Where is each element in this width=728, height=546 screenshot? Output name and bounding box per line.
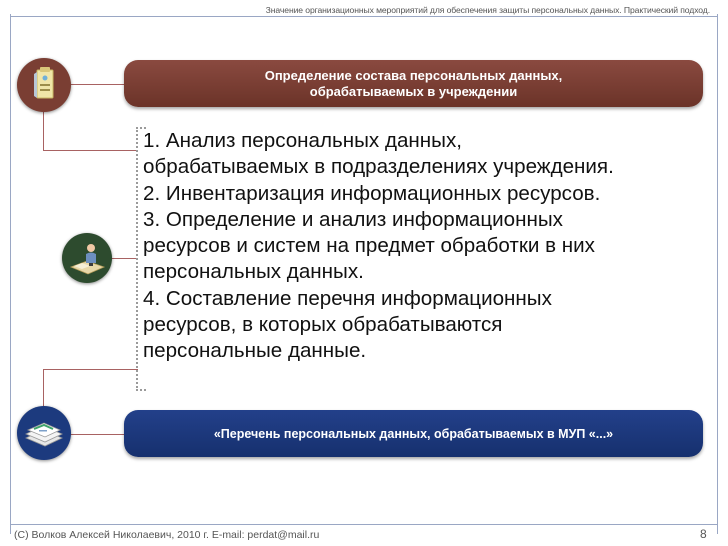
list-line: ресурсов, в которых обрабатываются [143,313,503,337]
slide-frame-right [717,14,718,534]
result-banner [124,410,703,457]
document-stack-icon [17,406,71,460]
list-line: 3. Определение и анализ информационных [143,207,563,231]
list-line: 1. Анализ персональных данных, [143,129,462,152]
list-line: 2. Инвентаризация информационных ресурсов. [143,181,601,205]
list-line: персональные данные. [143,339,367,363]
banner-heading-line-2: обрабатываемых в учреждении [309,83,518,99]
page-number: 8 [700,527,707,541]
banner-heading-line-1: Определение состава персональных данных, [264,67,563,83]
header-rule [10,16,718,17]
list-line: персональных данных. [143,260,364,284]
list-line: ресурсов и систем на предмет обработки в них [143,234,595,258]
connector-top-vertical [43,110,44,150]
person-at-desk-icon [62,233,112,283]
connector-list-to-bottom [43,369,138,370]
connector-middle-horizontal [110,258,138,259]
connector-top-to-list [43,150,138,151]
slide-frame-left [10,14,11,534]
result-banner-text: «Перечень персональных данных, обрабатываемых в МУП «...» [213,426,614,441]
section-heading-banner [124,60,703,107]
steps-list [143,128,713,365]
clipboard-tag-icon [17,58,71,112]
list-line: обрабатываемых в подразделениях учреждения. [143,155,614,179]
connector-bottom-vertical [43,370,44,407]
list-line: 4. Составление перечня информационных [143,286,552,310]
connector-top-horizontal [70,84,126,85]
connector-bottom-horizontal [70,434,126,435]
slide-header-title: Значение организационных мероприятий для обеспечения защиты персональных данных. Практический подход. [265,5,710,15]
footer-author: (С) Волков Алексей Николаевич, 2010 г. E-mail: perdat@mail.ru [14,529,320,541]
footer-rule [10,524,718,525]
